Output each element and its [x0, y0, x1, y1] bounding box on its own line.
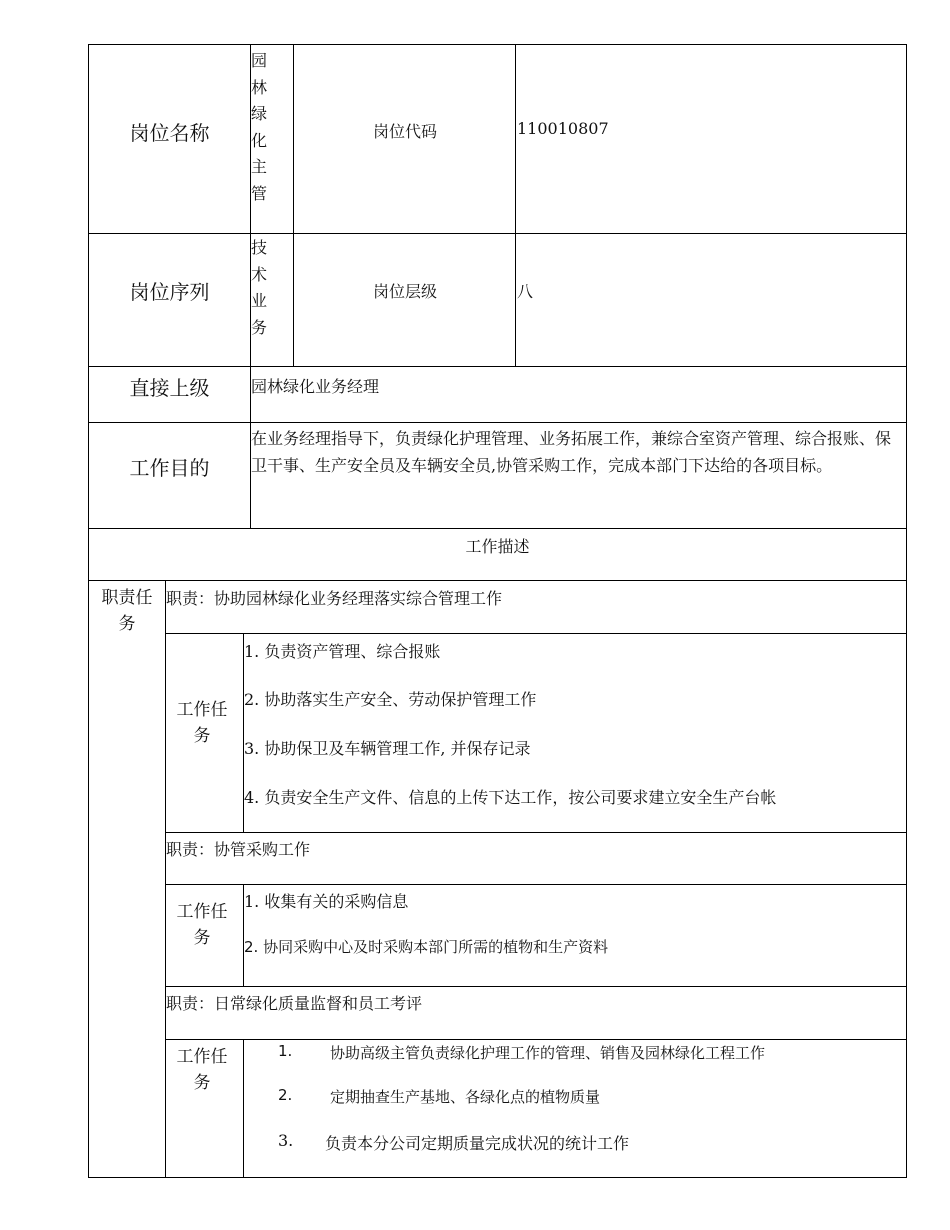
- table-border: [165, 1039, 907, 1040]
- task-item: 负责本分公司定期质量完成状况的统计工作: [325, 1134, 630, 1153]
- table-border: [88, 1177, 907, 1178]
- work-task-label: 工作任务: [176, 700, 228, 746]
- table-border: [243, 1039, 244, 1178]
- work-purpose-label: 工作目的: [129, 456, 210, 480]
- task-item: 4. 负责安全生产文件、信息的上传下达工作，按公司要求建立安全生产台帐: [244, 788, 777, 807]
- position-code-value: 110010807: [517, 119, 609, 138]
- table-border: [88, 366, 907, 367]
- table-border: [165, 832, 907, 833]
- direct-superior-value: 园林绿化业务经理: [251, 377, 380, 396]
- table-border: [88, 44, 907, 45]
- table-border: [515, 44, 516, 367]
- task-number: 2.: [278, 1086, 293, 1104]
- task-number: 3.: [278, 1131, 294, 1150]
- task-item: 1. 收集有关的采购信息: [244, 892, 409, 911]
- table-border: [293, 44, 294, 367]
- position-level-label: 岗位层级: [372, 282, 437, 301]
- table-border: [88, 422, 907, 423]
- position-name-label: 岗位名称: [129, 121, 210, 145]
- table-border: [88, 580, 907, 581]
- task-item: 2. 协助落实生产安全、劳动保护管理工作: [244, 690, 537, 709]
- task-item: 定期抽查生产基地、各绿化点的植物质量: [330, 1088, 601, 1106]
- table-border: [88, 233, 907, 234]
- task-item: 2. 协同采购中心及时采购本部门所需的植物和生产资料: [244, 938, 609, 956]
- table-border: [165, 884, 907, 885]
- task-item: 协助高级主管负责绿化护理工作的管理、销售及园林绿化工程工作: [330, 1044, 766, 1062]
- work-purpose-text: 在业务经理指导下，负责绿化护理管理、业务拓展工作，兼综合室资产管理、综合报账、保卫干事、生产安全员及车辆安全员,协管采购工作，完成本部门下达给的各项目标。: [251, 429, 892, 475]
- position-series-label: 岗位序列: [129, 280, 210, 304]
- duty-title: 职责：协助园林绿化业务经理落实综合管理工作: [166, 589, 503, 608]
- table-border: [88, 528, 907, 529]
- job-description-form: [88, 44, 907, 1178]
- task-number: 1.: [278, 1042, 293, 1060]
- task-item: 1. 负责资产管理、综合报账: [244, 642, 441, 661]
- position-series-value: 技术业务: [251, 238, 268, 337]
- direct-superior-label: 直接上级: [129, 376, 210, 400]
- table-border: [165, 633, 907, 634]
- position-code-label: 岗位代码: [372, 122, 437, 141]
- table-border: [906, 44, 907, 1178]
- work-task-label: 工作任务: [176, 902, 228, 948]
- position-level-value: 八: [517, 282, 534, 301]
- position-name-value: 园林绿化主管: [251, 51, 268, 203]
- duty-title: 职责：协管采购工作: [166, 840, 311, 859]
- table-border: [88, 44, 89, 1178]
- work-task-label: 工作任务: [176, 1047, 228, 1093]
- work-description-title: 工作描述: [465, 537, 530, 556]
- table-border: [165, 580, 166, 1178]
- duty-title: 职责：日常绿化质量监督和员工考评: [166, 994, 423, 1013]
- duties-label: 职责任务: [101, 588, 153, 634]
- table-border: [165, 986, 907, 987]
- task-item: 3. 协助保卫及车辆管理工作, 并保存记录: [244, 739, 531, 758]
